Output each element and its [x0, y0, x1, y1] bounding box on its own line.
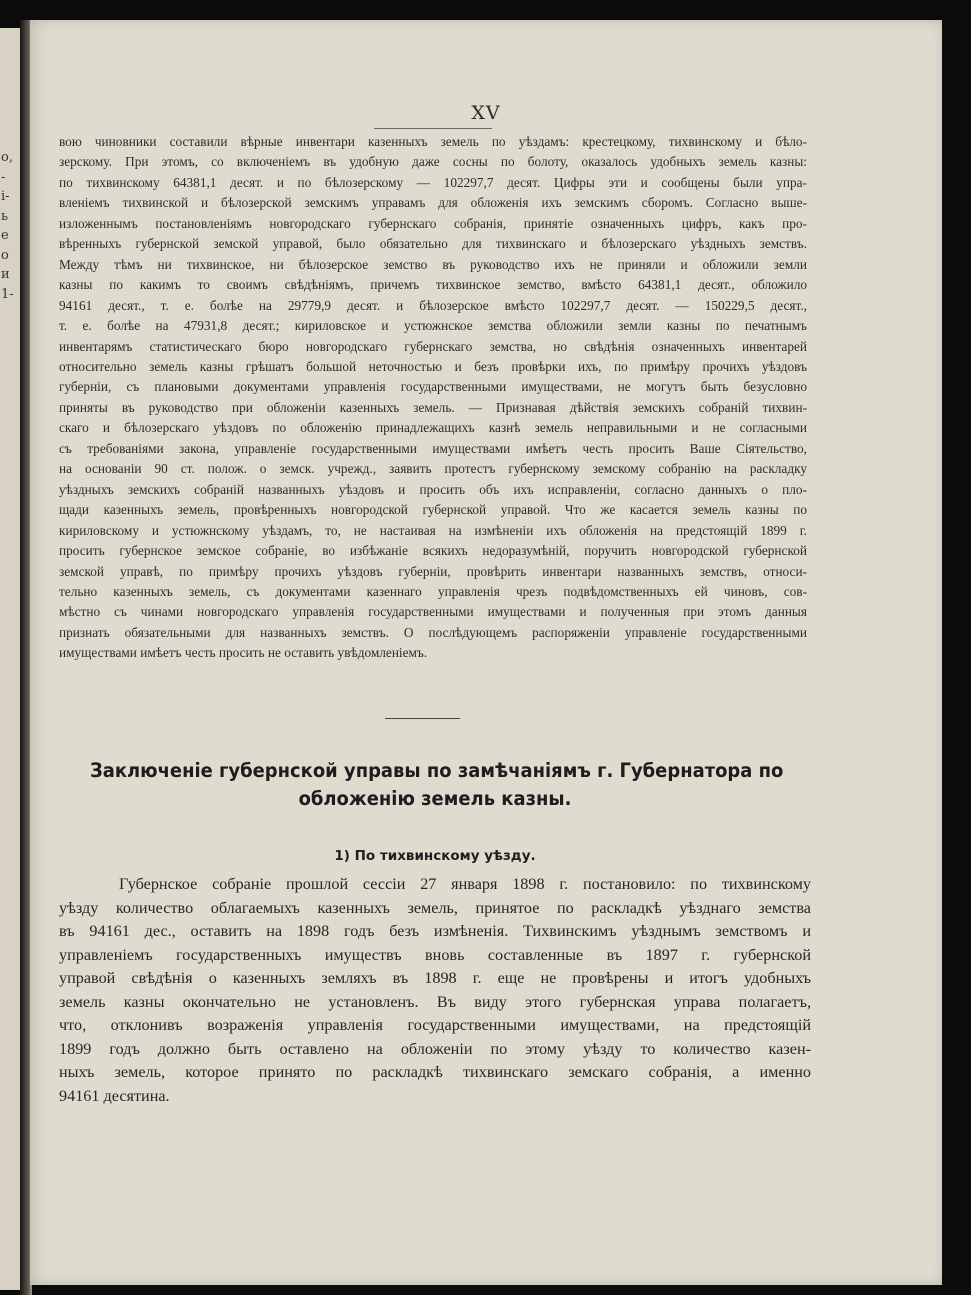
- text-line: скаго и бѣлозерскаго уѣздовъ по обложенію принадлежащихъ казнѣ земель неправильными и не согласными: [59, 420, 807, 436]
- page-number: XV: [471, 102, 501, 124]
- heading-line: Заключеніе губернской управы по замѣчаніямъ г. Губернатора по: [90, 759, 784, 782]
- text-line: управой свѣдѣнія о казенныхъ земляхъ въ 1898 г. еще не провѣрены и итогъ удобныхъ: [59, 969, 811, 987]
- text-line: зерскому. При этомъ, со включеніемъ въ удобную даже сосны по болоту, оказалось удобныхъ земель казны:: [59, 154, 807, 170]
- text-line: на основаніи 90 ст. полож. о земск. учрежд., заявить протестъ губернскому земскому собранію на раскладку: [59, 461, 807, 477]
- text-line: приняты въ руководство при обложеніи казенныхъ земель. — Признавая дѣйствія земскихъ собраній тихвин-: [59, 399, 807, 415]
- subsection-heading: 1) По тихвинскому уѣзду.: [334, 848, 536, 864]
- section-heading: [90, 757, 784, 813]
- document-page: [30, 20, 942, 1285]
- text-line: уѣзду количество облагаемыхъ казенныхъ земель, принятое по раскладкѣ уѣзднаго земства: [59, 898, 811, 917]
- text-line: что, отклонивъ возраженія управленія государственными имуществами, на предстоящій: [59, 1016, 811, 1034]
- text-line: казны по какимъ то своимъ свѣдѣніямъ, причемъ тихвинское земство, вмѣсто 64381,1 десят., обложило: [59, 277, 807, 293]
- text-line: инвентарямъ статистическаго бюро новгородскаго губернскаго земства, но свѣдѣнія означенныхъ инвентарей: [59, 338, 807, 354]
- text-line: просить губернское земское собраніе, во избѣжаніе всякихъ недоразумѣній, поручить новгородской губернской: [59, 543, 807, 559]
- text-line: губерніи, съ плановыми документами управленія государственными имуществами, не могутъ быть безусловно: [59, 379, 807, 395]
- facing-page-fragment: о,: [1, 150, 13, 165]
- text-line: уѣздныхъ земскихъ собраній названныхъ уѣздовъ и просить объ ихъ исправленіи, согласно данныхъ о пло-: [59, 481, 807, 497]
- text-line: земель казны окончательно не установленъ. Въ виду этого губернская управа полагаетъ,: [59, 992, 811, 1011]
- facing-page-fragments: [1, 148, 19, 304]
- page-number-rule: [374, 128, 492, 129]
- text-line: изложеннымъ постановленіямъ новгородскаго губернскаго собранія, принятіе означенныхъ цифръ, какъ про-: [59, 215, 807, 231]
- facing-page-fragment: о: [1, 247, 9, 263]
- text-line: Между тѣмъ ни тихвинское, ни бѣлозерское земство въ руководство ихъ не приняли и обложили земли: [59, 256, 807, 272]
- section-text: [59, 873, 811, 1108]
- facing-page-fragment: 1-: [1, 286, 14, 302]
- facing-page-fragment: і-: [1, 189, 10, 204]
- heading-line: обложенію земель казны.: [298, 787, 572, 810]
- text-line: вою чиновники составили вѣрные инвентари казенныхъ земель по уѣздамъ: крестецкому, тихвинскому и бѣло-: [59, 134, 807, 149]
- facing-page-fragment: -: [1, 169, 6, 185]
- text-line: управленіемъ государственныхъ имуществъ вновь составленные въ 1897 г. губернской: [59, 945, 811, 964]
- text-line: относительно земель казны грѣшатъ большой неточностью и безъ провѣрки ихъ, по примѣру прочихъ уѣздовъ: [59, 358, 807, 374]
- text-line: признать обязательными для названныхъ земствъ. О послѣдующемъ распоряженіи управленіе государственными: [59, 624, 807, 640]
- text-line: тельно казенныхъ земель, съ документами казеннаго управленія чрезъ подвѣдомственныхъ ей чиновъ, сов-: [59, 583, 807, 599]
- text-line: съ требованіями закона, управленіе государственными имуществами имѣетъ честь просить Ваше Сіятельство,: [59, 440, 807, 456]
- facing-page-edge: [0, 28, 20, 1290]
- text-line: вленіемъ тихвинской и бѣлозерской земскимъ управамъ для обложенія ихъ земскимъ сборомъ. Согласно выше-: [59, 195, 807, 211]
- text-line: 94161 десятина.: [59, 1086, 170, 1105]
- text-line: 1899 годъ должно быть оставлено на обложеніи по этому уѣзду то количество казен-: [59, 1039, 811, 1058]
- text-line: въ 94161 дес., оставить на 1898 годъ безъ измѣненія. Тихвинскимъ уѣзднымъ земствомъ и: [59, 922, 811, 940]
- text-line: имуществами имѣетъ честь просить не оставить увѣдомленіемъ.: [59, 645, 428, 661]
- text-line: 94161 десят., т. е. болѣе на 29779,9 десят. и бѣлозерское вмѣсто 102297,7 десят. — 150229,5 десят.,: [59, 297, 807, 313]
- facing-page-fragment: ь: [1, 208, 9, 224]
- text-line: кириловскому и устюжнскому уѣздамъ, то, не настаивая на измѣненіи ихъ обложенія на предстоящій 1899 г.: [59, 522, 807, 538]
- text-line: ныхъ земель, которое принято по раскладкѣ тихвинскаго земскаго собранія, а именно: [59, 1063, 811, 1081]
- text-line: Губернское собраніе прошлой сессіи 27 января 1898 г. постановило: по тихвинскому: [119, 875, 811, 893]
- text-line: по тихвинскому 64381,1 десят. и по бѣлозерскому — 102297,7 десят. Цифры эти и сообщены были упра-: [59, 174, 807, 190]
- body-text: [59, 132, 807, 664]
- facing-page-fragment: и: [1, 267, 10, 282]
- text-line: щади казенныхъ земель, провѣренныхъ новгородской губернской управой. Что же касается земель казны по: [59, 502, 807, 518]
- facing-page-fragment: е: [1, 228, 9, 243]
- text-line: мѣстно съ чинами новгородскаго управленія государственными имуществами и полученныя при этомъ данныя: [59, 604, 807, 620]
- section-divider: [385, 718, 460, 719]
- text-line: т. е. болѣе на 47931,8 десят.; кириловское и устюжнское земства обложили земли казны по печатнымъ: [59, 318, 807, 334]
- text-line: земской управѣ, по примѣру прочихъ уѣздовъ губерніи, провѣрить инвентари названныхъ земствъ, относи-: [59, 563, 807, 579]
- text-line: вѣренныхъ губернской земской управой, было обязательно для тихвинскаго и бѣлозерскаго уѣздныхъ земствъ.: [59, 236, 807, 252]
